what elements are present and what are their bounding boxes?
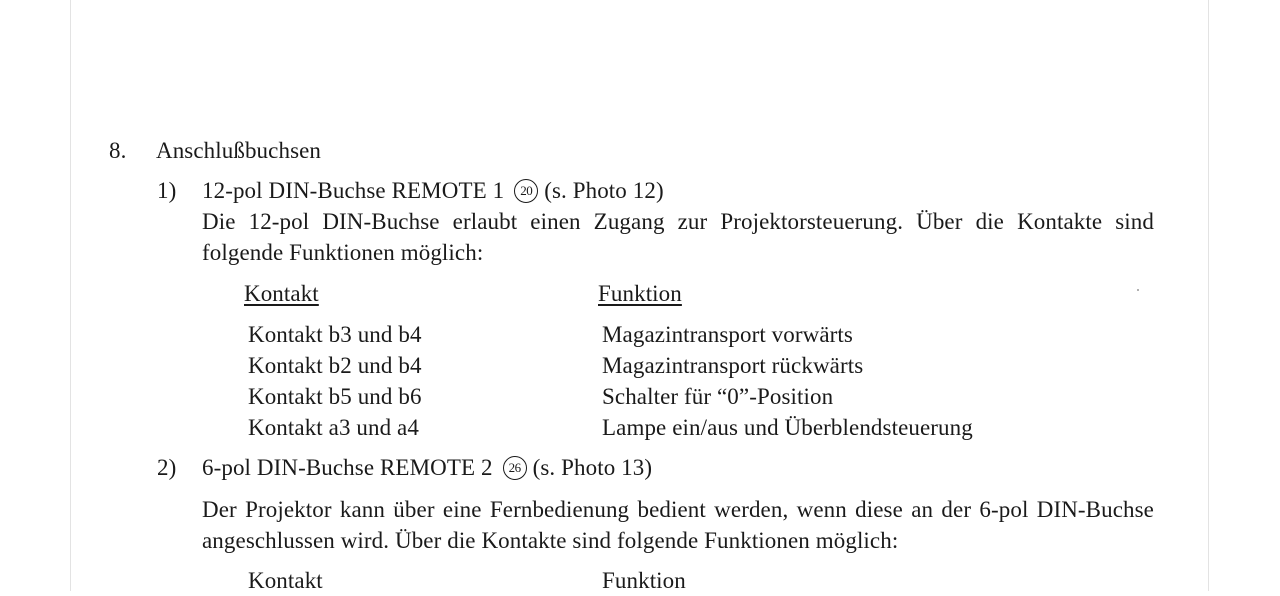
circled-reference-26: 26 [503, 456, 527, 480]
table-1-header-function: Funktion [598, 281, 682, 306]
contact-cell: Kontakt b2 und b4 [248, 353, 422, 378]
contact-cell: Kontakt a3 und a4 [248, 415, 419, 440]
item-2-paragraph: Der Projektor kann über eine Fernbedienung bedient werden, wenn diese an der 6-pol DIN-Buchse angeschlussen wird. Über die Kontakte sind folgende Funktionen möglich: [202, 497, 1154, 553]
item-2-heading-text: 6-pol DIN-Buchse REMOTE 2 [202, 455, 493, 480]
function-cell: Lampe ein/aus und Überblendsteuerung [602, 415, 973, 440]
table-2-header-contact: Kontakt [248, 568, 323, 593]
table-1-header-contact: Kontakt [244, 281, 319, 306]
item-1-number: 1) [157, 178, 177, 203]
table-row [248, 412, 1148, 443]
contact-cell: Kontakt b5 und b6 [248, 384, 422, 409]
table-2-header-function: Funktion [602, 568, 686, 593]
item-1-paragraph: Die 12-pol DIN-Buchse erlaubt einen Zugang zur Projektorsteuerung. Über die Kontakte sind folgende Funktionen möglich: [202, 209, 1154, 265]
item-1-heading [202, 176, 664, 206]
table-row [248, 350, 1148, 381]
table-row [248, 319, 1148, 350]
circled-reference-20: 20 [514, 179, 538, 203]
section-number: 8. [109, 138, 127, 163]
scan-speck [1137, 289, 1139, 291]
item-1-heading-text: 12-pol DIN-Buchse REMOTE 1 [202, 178, 505, 203]
section-title: Anschlußbuchsen [156, 138, 322, 163]
table-1-rows [248, 319, 1148, 443]
contact-cell: Kontakt b3 und b4 [248, 322, 422, 347]
table-row [248, 381, 1148, 412]
function-cell: Schalter für “0”-Position [602, 384, 834, 409]
item-2-number: 2) [157, 455, 177, 480]
item-2-photo-ref: (s. Photo 13) [532, 455, 653, 480]
function-cell: Magazintransport vorwärts [602, 322, 853, 347]
item-2-heading [202, 453, 652, 483]
item-1-photo-ref: (s. Photo 12) [544, 178, 664, 203]
function-cell: Magazintransport rückwärts [602, 353, 864, 378]
